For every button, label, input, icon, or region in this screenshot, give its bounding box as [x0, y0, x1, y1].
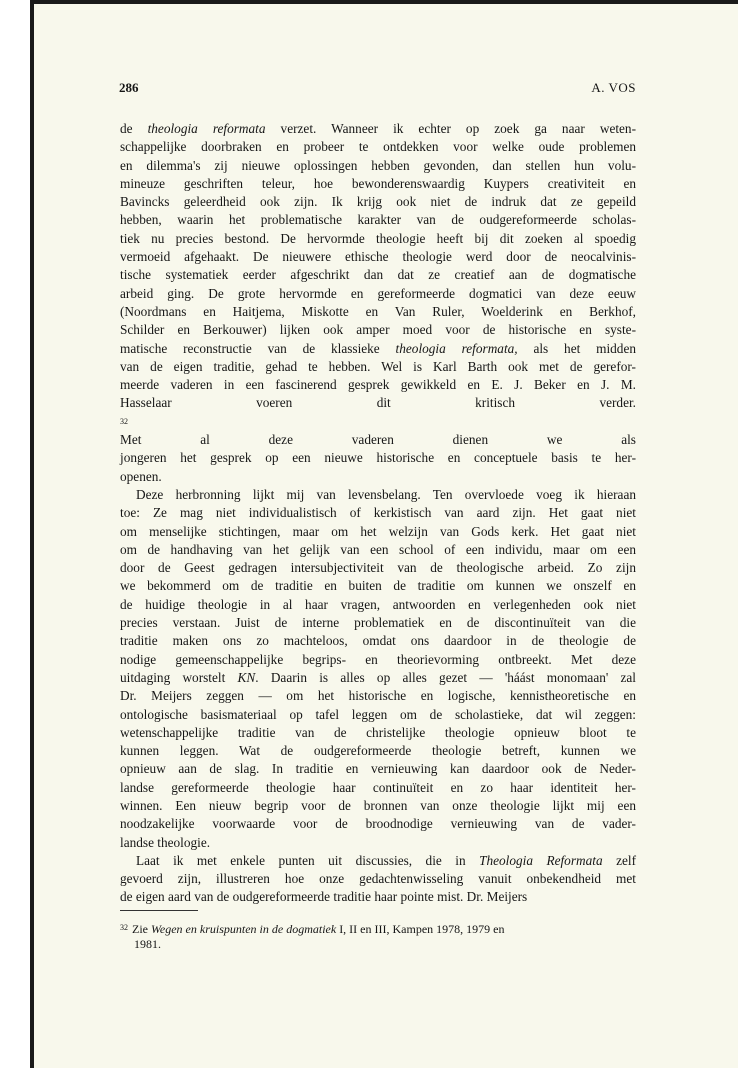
- text-line: en dilemma's zij nieuwe oplossingen hebben gevonden, dan stellen hun volu-: [120, 157, 636, 173]
- text-line: nodige gemeenschappelijke begrips- en theorievorming ontbreekt. Met deze: [120, 651, 636, 667]
- text-line: opnieuw aan de slag. In traditie en vernieuwing kan daardoor ook de Neder-: [120, 761, 636, 777]
- footnote-marker: 32: [120, 923, 128, 932]
- body-text: [120, 120, 636, 907]
- footnote-title: Wegen en kruispunten in de dogmatiek: [151, 922, 337, 936]
- text-line: arbeid ging. De grote hervormde en gereformeerde dogmatici van deze eeuw: [120, 285, 636, 301]
- italic-text: KN: [237, 669, 256, 685]
- text-line: om menselijke stichtingen, maar om het welzijn van Gods kerk. Het gaat niet: [120, 523, 636, 539]
- paragraph-3: [120, 852, 636, 907]
- text-segment: Met al deze vaderen dienen we als: [120, 432, 636, 448]
- text-line: landse theologie.: [120, 834, 211, 850]
- text-line: Deze herbronning lijkt mij van levensbelang. Ten overvloede voeg ik hieraan: [136, 486, 636, 502]
- scan-top-border: [0, 0, 738, 4]
- text-segment: . Daarin is alles op alles gezet — 'háást monomaan' zal: [255, 669, 636, 685]
- text-line: gevoerd zijn, illustreren hoe onze gedachtenwisseling vanuit onbekendheid met: [120, 871, 636, 887]
- italic-text: Theologia Reformata: [479, 852, 603, 868]
- text-segment: de: [120, 121, 148, 136]
- text-segment: als het midden: [517, 340, 636, 356]
- footnote-ref: 32: [120, 416, 128, 426]
- text-line: tische systematiek eerder afgeschrikt dan dat ze creatief aan de dogmatische: [120, 267, 636, 283]
- text-line: ontologische basismateriaal op tafel leggen om de scholastieke, dat wil zeggen:: [120, 706, 636, 722]
- footnote: [120, 920, 636, 952]
- page-number: 286: [119, 80, 139, 95]
- text-line: traditie maken ons zo machteloos, omdat ons daardoor in de theologie de: [120, 633, 636, 649]
- text-segment: uitdaging worstelt: [120, 669, 238, 685]
- footnote-rule: [120, 910, 198, 911]
- text-line: openen.: [120, 468, 162, 484]
- text-line: wetenschappelijke traditie van de christelijke theologie opnieuw bloot te: [120, 724, 636, 740]
- running-head: [119, 80, 636, 98]
- text-line: precies verstaan. Juist de interne problematiek en de discontinuïteit van die: [120, 615, 636, 631]
- text-line: van de eigen traditie, gehad te hebben. Wel is Karl Barth ook met de gerefor-: [120, 358, 636, 374]
- text-line: de huidige theologie in al haar vragen, antwoorden en verlegenheden ook niet: [120, 596, 636, 612]
- text-line: schappelijke doorbraken en probeer te ontdekken voor welke oude problemen: [120, 139, 636, 155]
- running-head-author: A. VOS: [591, 80, 636, 95]
- text-segment: Laat ik met enkele punten uit discussies, die in: [136, 852, 480, 868]
- text-line: [120, 669, 636, 687]
- text-line: meerde vaderen in een fascinerend gesprek gewikkeld en E. J. Beker en J. M.: [120, 377, 636, 393]
- text-line: door de Geest gedragen intersubjectiviteit van de theologische arbeid. Zo zijn: [120, 560, 636, 576]
- footnote-continuation: 1981.: [134, 937, 161, 951]
- text-line: vermoeid afgehaakt. De nieuwere ethische theologie werd door de neocalvinis-: [120, 249, 636, 265]
- text-line: de eigen aard van de oudgereformeerde traditie haar pointe mist. Dr. Meijers: [120, 889, 528, 905]
- text-line: (Noordmans en Haitjema, Miskotte en Van Ruler, Woelderink en Berkhof,: [120, 303, 636, 319]
- text-line: tiek nu precies bestond. De hervormde theologie heeft bij dit zoeken al spoedig: [120, 230, 636, 246]
- text-line: we bekommerd om de traditie en buiten de traditie om kunnen we onszelf en: [120, 578, 636, 594]
- text-segment: verzet. Wanneer ik echter op zoek ga naar weten-: [265, 121, 637, 136]
- scan-left-margin: [0, 0, 34, 1068]
- text-line: toe: Ze mag niet individualistisch of kerkistisch van aard zijn. Het gaat niet: [120, 505, 636, 521]
- scan-left-border: [30, 0, 34, 1068]
- text-line: [120, 120, 636, 138]
- text-line: mineuze geschriften teleur, hoe bewonderenswaardig Kuypers creativiteit en: [120, 175, 636, 191]
- text-line: kunnen leggen. Wat de oudgereformeerde theologie betreft, kunnen we: [120, 743, 636, 759]
- text-line: Schilder en Berkouwer) lijken ook amper moed voor de historische en syste-: [120, 322, 636, 338]
- text-line: [120, 394, 636, 449]
- text-line: noodzakelijke voorwaarde voor de broodnodige vernieuwing van de vader-: [120, 816, 636, 832]
- text-line: hebben, waarin het problematische karakter van de oudgereformeerde scholas-: [120, 212, 636, 228]
- text-line: [120, 340, 636, 358]
- text-segment: matische reconstructie van de klassieke: [120, 340, 396, 356]
- text-segment: zelf: [602, 852, 636, 868]
- text-line: [120, 852, 636, 870]
- italic-text: theologia reformata,: [395, 340, 518, 356]
- text-line: om de handhaving van het gelijk van een school of een individu, maar om een: [120, 541, 636, 557]
- text-line: landse gereformeerde theologie haar continuïteit en zo haar identiteit her-: [120, 779, 636, 795]
- text-segment: Hasselaar voeren dit kritisch verder.: [120, 395, 636, 411]
- text-line: Dr. Meijers zeggen — om het historische en logische, kennistheoretische en: [120, 688, 636, 704]
- italic-text: theologia reformata: [147, 121, 266, 136]
- paragraph-1: [120, 120, 636, 486]
- text-line: winnen. Een nieuw begrip voor de bronnen van onze theologie lijkt mij een: [120, 797, 636, 813]
- footnote-prefix: Zie: [132, 922, 151, 936]
- text-line: jongeren het gesprek op een nieuwe historische en conceptuele basis te her-: [120, 450, 636, 466]
- text-line: Bavincks geleerdheid ook zijn. Ik krijg ook niet de indruk dat ze gepeild: [120, 194, 636, 210]
- footnote-rest: I, II en III, Kampen 1978, 1979 en: [336, 922, 505, 936]
- paragraph-2: [120, 486, 636, 852]
